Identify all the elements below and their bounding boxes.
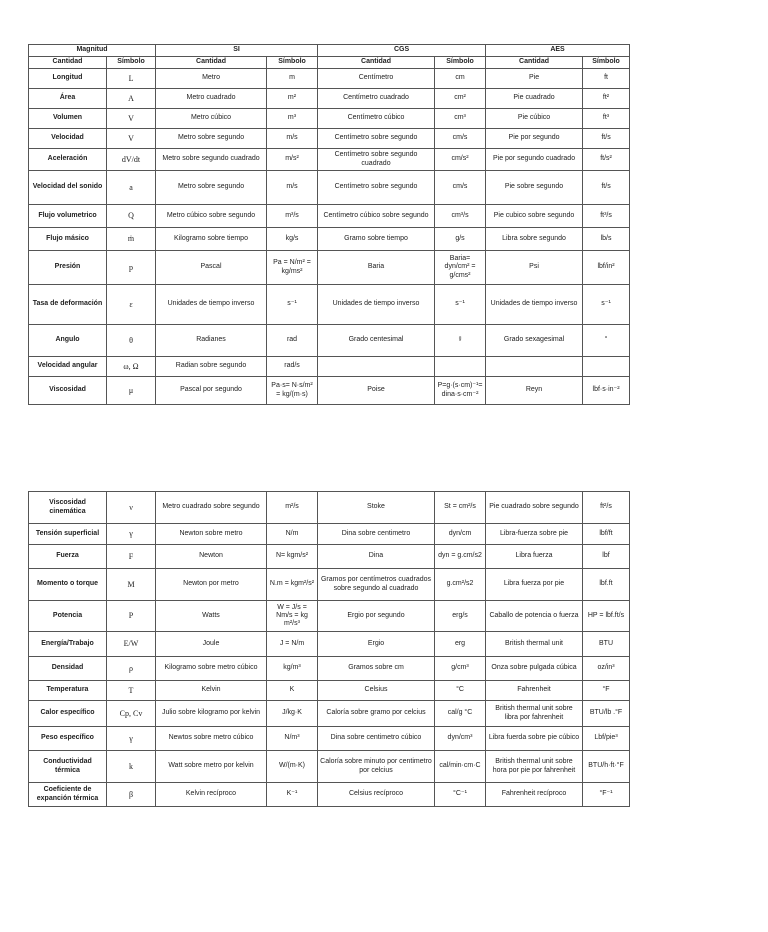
- table-cell: [435, 357, 486, 377]
- table-cell: m³: [267, 109, 318, 129]
- table-cell: Centímetro: [318, 69, 435, 89]
- table-cell: cm: [435, 69, 486, 89]
- table-cell: Metro sobre segundo cuadrado: [156, 149, 267, 171]
- symbol-cell: p: [107, 251, 156, 285]
- magnitude-cell: Velocidad del sonido: [29, 171, 107, 205]
- table-cell: erg/s: [435, 601, 486, 632]
- table-row: [29, 524, 630, 545]
- magnitude-cell: Fuerza: [29, 545, 107, 569]
- table-cell: Ergio: [318, 632, 435, 657]
- magnitude-cell: Energía/Trabajo: [29, 632, 107, 657]
- table-cell: cal/min·cm·C: [435, 751, 486, 783]
- table-cell: Gramo sobre tiempo: [318, 228, 435, 251]
- table-cell: Ergio por segundo: [318, 601, 435, 632]
- table-cell: Gramos por centímetros cuadrados sobre segundo al cuadrado: [318, 569, 435, 601]
- sub-header: Símbolo: [583, 57, 630, 69]
- table-cell: dyn = g.cm/s2: [435, 545, 486, 569]
- table-cell: Reyn: [486, 377, 583, 405]
- table-cell: Caloría sobre minuto por centimetro por celcius: [318, 751, 435, 783]
- table-cell: ft³/s: [583, 205, 630, 228]
- table-cell: Centímetro sobre segundo: [318, 171, 435, 205]
- sub-header: Cantidad: [29, 57, 107, 69]
- table-cell: Metro cuadrado: [156, 89, 267, 109]
- table-cell: ft/s²: [583, 149, 630, 171]
- magnitude-cell: Flujo másico: [29, 228, 107, 251]
- table-row: [29, 89, 630, 109]
- group-header: SI: [156, 45, 318, 57]
- table-row: [29, 377, 630, 405]
- table-cell: Celsius: [318, 681, 435, 701]
- symbol-cell: ν: [107, 492, 156, 524]
- table-cell: Pie cubico sobre segundo: [486, 205, 583, 228]
- magnitude-cell: Viscosidad cinemática: [29, 492, 107, 524]
- table-cell: BTU/lb .°F: [583, 701, 630, 727]
- table-cell: ft/s: [583, 171, 630, 205]
- magnitude-cell: Calor específico: [29, 701, 107, 727]
- table-cell: N.m = kgm²/s²: [267, 569, 318, 601]
- table-cell: K⁻¹: [267, 783, 318, 807]
- symbol-cell: P: [107, 601, 156, 632]
- table-cell: ft: [583, 69, 630, 89]
- group-header: AES: [486, 45, 630, 57]
- table-cell: W/(m·K): [267, 751, 318, 783]
- table-cell: K: [267, 681, 318, 701]
- table-cell: Celsius recíproco: [318, 783, 435, 807]
- symbol-cell: E/W: [107, 632, 156, 657]
- magnitude-cell: Densidad: [29, 657, 107, 681]
- table-cell: Pie por segundo: [486, 129, 583, 149]
- magnitude-cell: Conductividad térmica: [29, 751, 107, 783]
- table-cell: [486, 357, 583, 377]
- table-cell: Pie cúbico: [486, 109, 583, 129]
- table-cell: Pa·s= N·s/m² = kg/(m·s): [267, 377, 318, 405]
- table-cell: °: [583, 325, 630, 357]
- table-cell: cm³/s: [435, 205, 486, 228]
- magnitude-cell: Tasa de deformación: [29, 285, 107, 325]
- table-row: [29, 129, 630, 149]
- table-cell: ᵍ: [435, 325, 486, 357]
- symbol-cell: γ: [107, 727, 156, 751]
- table-cell: s⁻¹: [435, 285, 486, 325]
- table-cell: J = N/m: [267, 632, 318, 657]
- table-cell: Poise: [318, 377, 435, 405]
- table-cell: Dina sobre centimetro: [318, 524, 435, 545]
- table-cell: Pie cuadrado sobre segundo: [486, 492, 583, 524]
- table-cell: Unidades de tiempo inverso: [486, 285, 583, 325]
- magnitude-cell: Aceleración: [29, 149, 107, 171]
- symbol-cell: ρ: [107, 657, 156, 681]
- table-cell: Fahrenheit: [486, 681, 583, 701]
- sub-header-row: [29, 57, 630, 69]
- units-table-1: [28, 44, 630, 405]
- units-table-2: [28, 491, 630, 807]
- table-row: [29, 251, 630, 285]
- symbol-cell: ε: [107, 285, 156, 325]
- symbol-cell: M: [107, 569, 156, 601]
- table-row: [29, 657, 630, 681]
- symbol-cell: Cp, Cv: [107, 701, 156, 727]
- table-cell: Metro cúbico: [156, 109, 267, 129]
- table-cell: Metro sobre segundo: [156, 129, 267, 149]
- table-cell: Caballo de potencia o fuerza: [486, 601, 583, 632]
- table-cell: g/cm³: [435, 657, 486, 681]
- table-row: [29, 171, 630, 205]
- table-cell: Baria: [318, 251, 435, 285]
- table-cell: lbf·s·in⁻²: [583, 377, 630, 405]
- table-cell: Centímetro sobre segundo cuadrado: [318, 149, 435, 171]
- table-cell: Kilogramo sobre tiempo: [156, 228, 267, 251]
- table-cell: Pie: [486, 69, 583, 89]
- table-cell: Watt sobre metro por kelvin: [156, 751, 267, 783]
- table-cell: Centímetro cúbico: [318, 109, 435, 129]
- table-cell: Kelvin: [156, 681, 267, 701]
- table-cell: m/s²: [267, 149, 318, 171]
- table-cell: Baria= dyn/cm² = g/cms²: [435, 251, 486, 285]
- table-cell: kg/m³: [267, 657, 318, 681]
- symbol-cell: T: [107, 681, 156, 701]
- table-cell: dyn/cm: [435, 524, 486, 545]
- sub-header: Símbolo: [267, 57, 318, 69]
- table-cell: s⁻¹: [267, 285, 318, 325]
- table-cell: Pascal por segundo: [156, 377, 267, 405]
- table-cell: Libra-fuerza sobre pie: [486, 524, 583, 545]
- symbol-cell: a: [107, 171, 156, 205]
- table-cell: Fahrenheit recíproco: [486, 783, 583, 807]
- sub-header: Cantidad: [318, 57, 435, 69]
- table-row: [29, 727, 630, 751]
- table-row: [29, 109, 630, 129]
- table-cell: St = cm²/s: [435, 492, 486, 524]
- table-row: [29, 285, 630, 325]
- table-row: [29, 632, 630, 657]
- table-cell: rad: [267, 325, 318, 357]
- table-cell: Newton: [156, 545, 267, 569]
- table-cell: cm/s: [435, 171, 486, 205]
- table-cell: g.cm²/s2: [435, 569, 486, 601]
- table-cell: Joule: [156, 632, 267, 657]
- table-cell: [318, 357, 435, 377]
- symbol-cell: L: [107, 69, 156, 89]
- table-cell: cm/s: [435, 129, 486, 149]
- symbol-cell: k: [107, 751, 156, 783]
- magnitude-cell: Flujo volumetrico: [29, 205, 107, 228]
- sub-header: Cantidad: [486, 57, 583, 69]
- table-cell: kg/s: [267, 228, 318, 251]
- table-cell: °F: [583, 681, 630, 701]
- table-cell: Lbf/pie³: [583, 727, 630, 751]
- table-cell: °C: [435, 681, 486, 701]
- table-cell: Pie cuadrado: [486, 89, 583, 109]
- table-cell: Libra fuerda sobre pie cúbico: [486, 727, 583, 751]
- table-cell: HP = lbf.ft/s: [583, 601, 630, 632]
- table-cell: m: [267, 69, 318, 89]
- table-cell: cm²: [435, 89, 486, 109]
- table-cell: Pascal: [156, 251, 267, 285]
- table-cell: m³/s: [267, 205, 318, 228]
- table-cell: British thermal unit sobre hora por pie por fahrenheit: [486, 751, 583, 783]
- sub-header: Símbolo: [435, 57, 486, 69]
- magnitude-cell: Área: [29, 89, 107, 109]
- table-row: [29, 701, 630, 727]
- table-cell: Radian sobre segundo: [156, 357, 267, 377]
- table-row: [29, 751, 630, 783]
- symbol-cell: F: [107, 545, 156, 569]
- table-cell: Libra fuerza por pie: [486, 569, 583, 601]
- table-cell: British thermal unit sobre libra por fahrenheit: [486, 701, 583, 727]
- table-cell: m/s: [267, 171, 318, 205]
- table-cell: N= kgm/s²: [267, 545, 318, 569]
- sub-header: Cantidad: [156, 57, 267, 69]
- table-cell: Unidades de tiempo inverso: [156, 285, 267, 325]
- table-cell: Metro: [156, 69, 267, 89]
- table-cell: ft³: [583, 109, 630, 129]
- table-cell: Gramos sobre cm: [318, 657, 435, 681]
- magnitude-cell: Tensión superficial: [29, 524, 107, 545]
- table-cell: W = J/s = Nm/s = kg m²/s³: [267, 601, 318, 632]
- table-cell: °F⁻¹: [583, 783, 630, 807]
- table-cell: Pa = N/m² = kg/ms²: [267, 251, 318, 285]
- table-row: [29, 681, 630, 701]
- table-cell: m²/s: [267, 492, 318, 524]
- table-cell: Centímetro sobre segundo: [318, 129, 435, 149]
- table-cell: Onza sobre pulgada cúbica: [486, 657, 583, 681]
- table-cell: Newton sobre metro: [156, 524, 267, 545]
- table-cell: Stoke: [318, 492, 435, 524]
- group-header: CGS: [318, 45, 486, 57]
- table-row: [29, 569, 630, 601]
- table-cell: BTU/h·ft·°F: [583, 751, 630, 783]
- table-cell: N/m³: [267, 727, 318, 751]
- symbol-cell: V: [107, 129, 156, 149]
- magnitude-cell: Longitud: [29, 69, 107, 89]
- table-cell: ft²/s: [583, 492, 630, 524]
- symbol-cell: dV/dt: [107, 149, 156, 171]
- table-cell: Kilogramo sobre metro cúbico: [156, 657, 267, 681]
- table-cell: Caloría sobre gramo por celcius: [318, 701, 435, 727]
- table-cell: Centímetro cuadrado: [318, 89, 435, 109]
- group-header: Magnitud: [29, 45, 156, 57]
- magnitude-cell: Angulo: [29, 325, 107, 357]
- table-cell: P=g·(s·cm)⁻¹= dina·s·cm⁻²: [435, 377, 486, 405]
- symbol-cell: γ: [107, 524, 156, 545]
- table-row: [29, 228, 630, 251]
- sub-header: Símbolo: [107, 57, 156, 69]
- magnitude-cell: Volumen: [29, 109, 107, 129]
- table-cell: Grado centesimal: [318, 325, 435, 357]
- table-cell: Metro sobre segundo: [156, 171, 267, 205]
- table-cell: Libra fuerza: [486, 545, 583, 569]
- magnitude-cell: Viscosidad: [29, 377, 107, 405]
- table-cell: g/s: [435, 228, 486, 251]
- table-cell: Pie sobre segundo: [486, 171, 583, 205]
- symbol-cell: Q: [107, 205, 156, 228]
- table-cell: °C⁻¹: [435, 783, 486, 807]
- table-cell: Newtos sobre metro cúbico: [156, 727, 267, 751]
- table-cell: Julio sobre kilogramo por kelvin: [156, 701, 267, 727]
- table-cell: rad/s: [267, 357, 318, 377]
- table-cell: cm/s²: [435, 149, 486, 171]
- table-cell: m²: [267, 89, 318, 109]
- table-cell: Grado sexagesimal: [486, 325, 583, 357]
- symbol-cell: β: [107, 783, 156, 807]
- table-cell: m/s: [267, 129, 318, 149]
- magnitude-cell: Velocidad: [29, 129, 107, 149]
- table-cell: erg: [435, 632, 486, 657]
- table-cell: oz/in³: [583, 657, 630, 681]
- table-cell: s⁻¹: [583, 285, 630, 325]
- table-cell: Kelvin recíproco: [156, 783, 267, 807]
- table-cell: Metro cuadrado sobre segundo: [156, 492, 267, 524]
- table-row: [29, 601, 630, 632]
- table-row: [29, 492, 630, 524]
- table-cell: Metro cúbico sobre segundo: [156, 205, 267, 228]
- symbol-cell: ṁ: [107, 228, 156, 251]
- table-cell: cm³: [435, 109, 486, 129]
- table-cell: lbf: [583, 545, 630, 569]
- table-cell: Pie por segundo cuadrado: [486, 149, 583, 171]
- table-cell: Radianes: [156, 325, 267, 357]
- table-cell: Dina sobre centimetro cúbico: [318, 727, 435, 751]
- table-cell: BTU: [583, 632, 630, 657]
- magnitude-cell: Peso específico: [29, 727, 107, 751]
- magnitude-cell: Temperatura: [29, 681, 107, 701]
- table-cell: ft/s: [583, 129, 630, 149]
- table-cell: cal/g °C: [435, 701, 486, 727]
- table-row: [29, 69, 630, 89]
- table-cell: Centímetro cúbico sobre segundo: [318, 205, 435, 228]
- magnitude-cell: Coeficiente de expanción térmica: [29, 783, 107, 807]
- table-row: [29, 357, 630, 377]
- symbol-cell: ω, Ω: [107, 357, 156, 377]
- table-row: [29, 325, 630, 357]
- table-row: [29, 205, 630, 228]
- table-row: [29, 545, 630, 569]
- table-row: [29, 783, 630, 807]
- table-cell: lbf.ft: [583, 569, 630, 601]
- table-cell: Newton por metro: [156, 569, 267, 601]
- magnitude-cell: Potencia: [29, 601, 107, 632]
- table-cell: Libra sobre segundo: [486, 228, 583, 251]
- symbol-cell: V: [107, 109, 156, 129]
- group-header-row: [29, 45, 630, 57]
- symbol-cell: θ: [107, 325, 156, 357]
- table-row: [29, 149, 630, 171]
- table-cell: [583, 357, 630, 377]
- symbol-cell: μ: [107, 377, 156, 405]
- table-cell: N/m: [267, 524, 318, 545]
- table-cell: ft²: [583, 89, 630, 109]
- table-cell: lbf/ft: [583, 524, 630, 545]
- magnitude-cell: Velocidad angular: [29, 357, 107, 377]
- table-cell: lbf/in²: [583, 251, 630, 285]
- magnitude-cell: Presión: [29, 251, 107, 285]
- table-cell: British thermal unit: [486, 632, 583, 657]
- table-cell: Dina: [318, 545, 435, 569]
- table-cell: Watts: [156, 601, 267, 632]
- table-cell: J/kg·K: [267, 701, 318, 727]
- table-cell: Unidades de tiempo inverso: [318, 285, 435, 325]
- magnitude-cell: Momento o torque: [29, 569, 107, 601]
- table-cell: lb/s: [583, 228, 630, 251]
- symbol-cell: A: [107, 89, 156, 109]
- table-cell: dyn/cm³: [435, 727, 486, 751]
- table-cell: Psi: [486, 251, 583, 285]
